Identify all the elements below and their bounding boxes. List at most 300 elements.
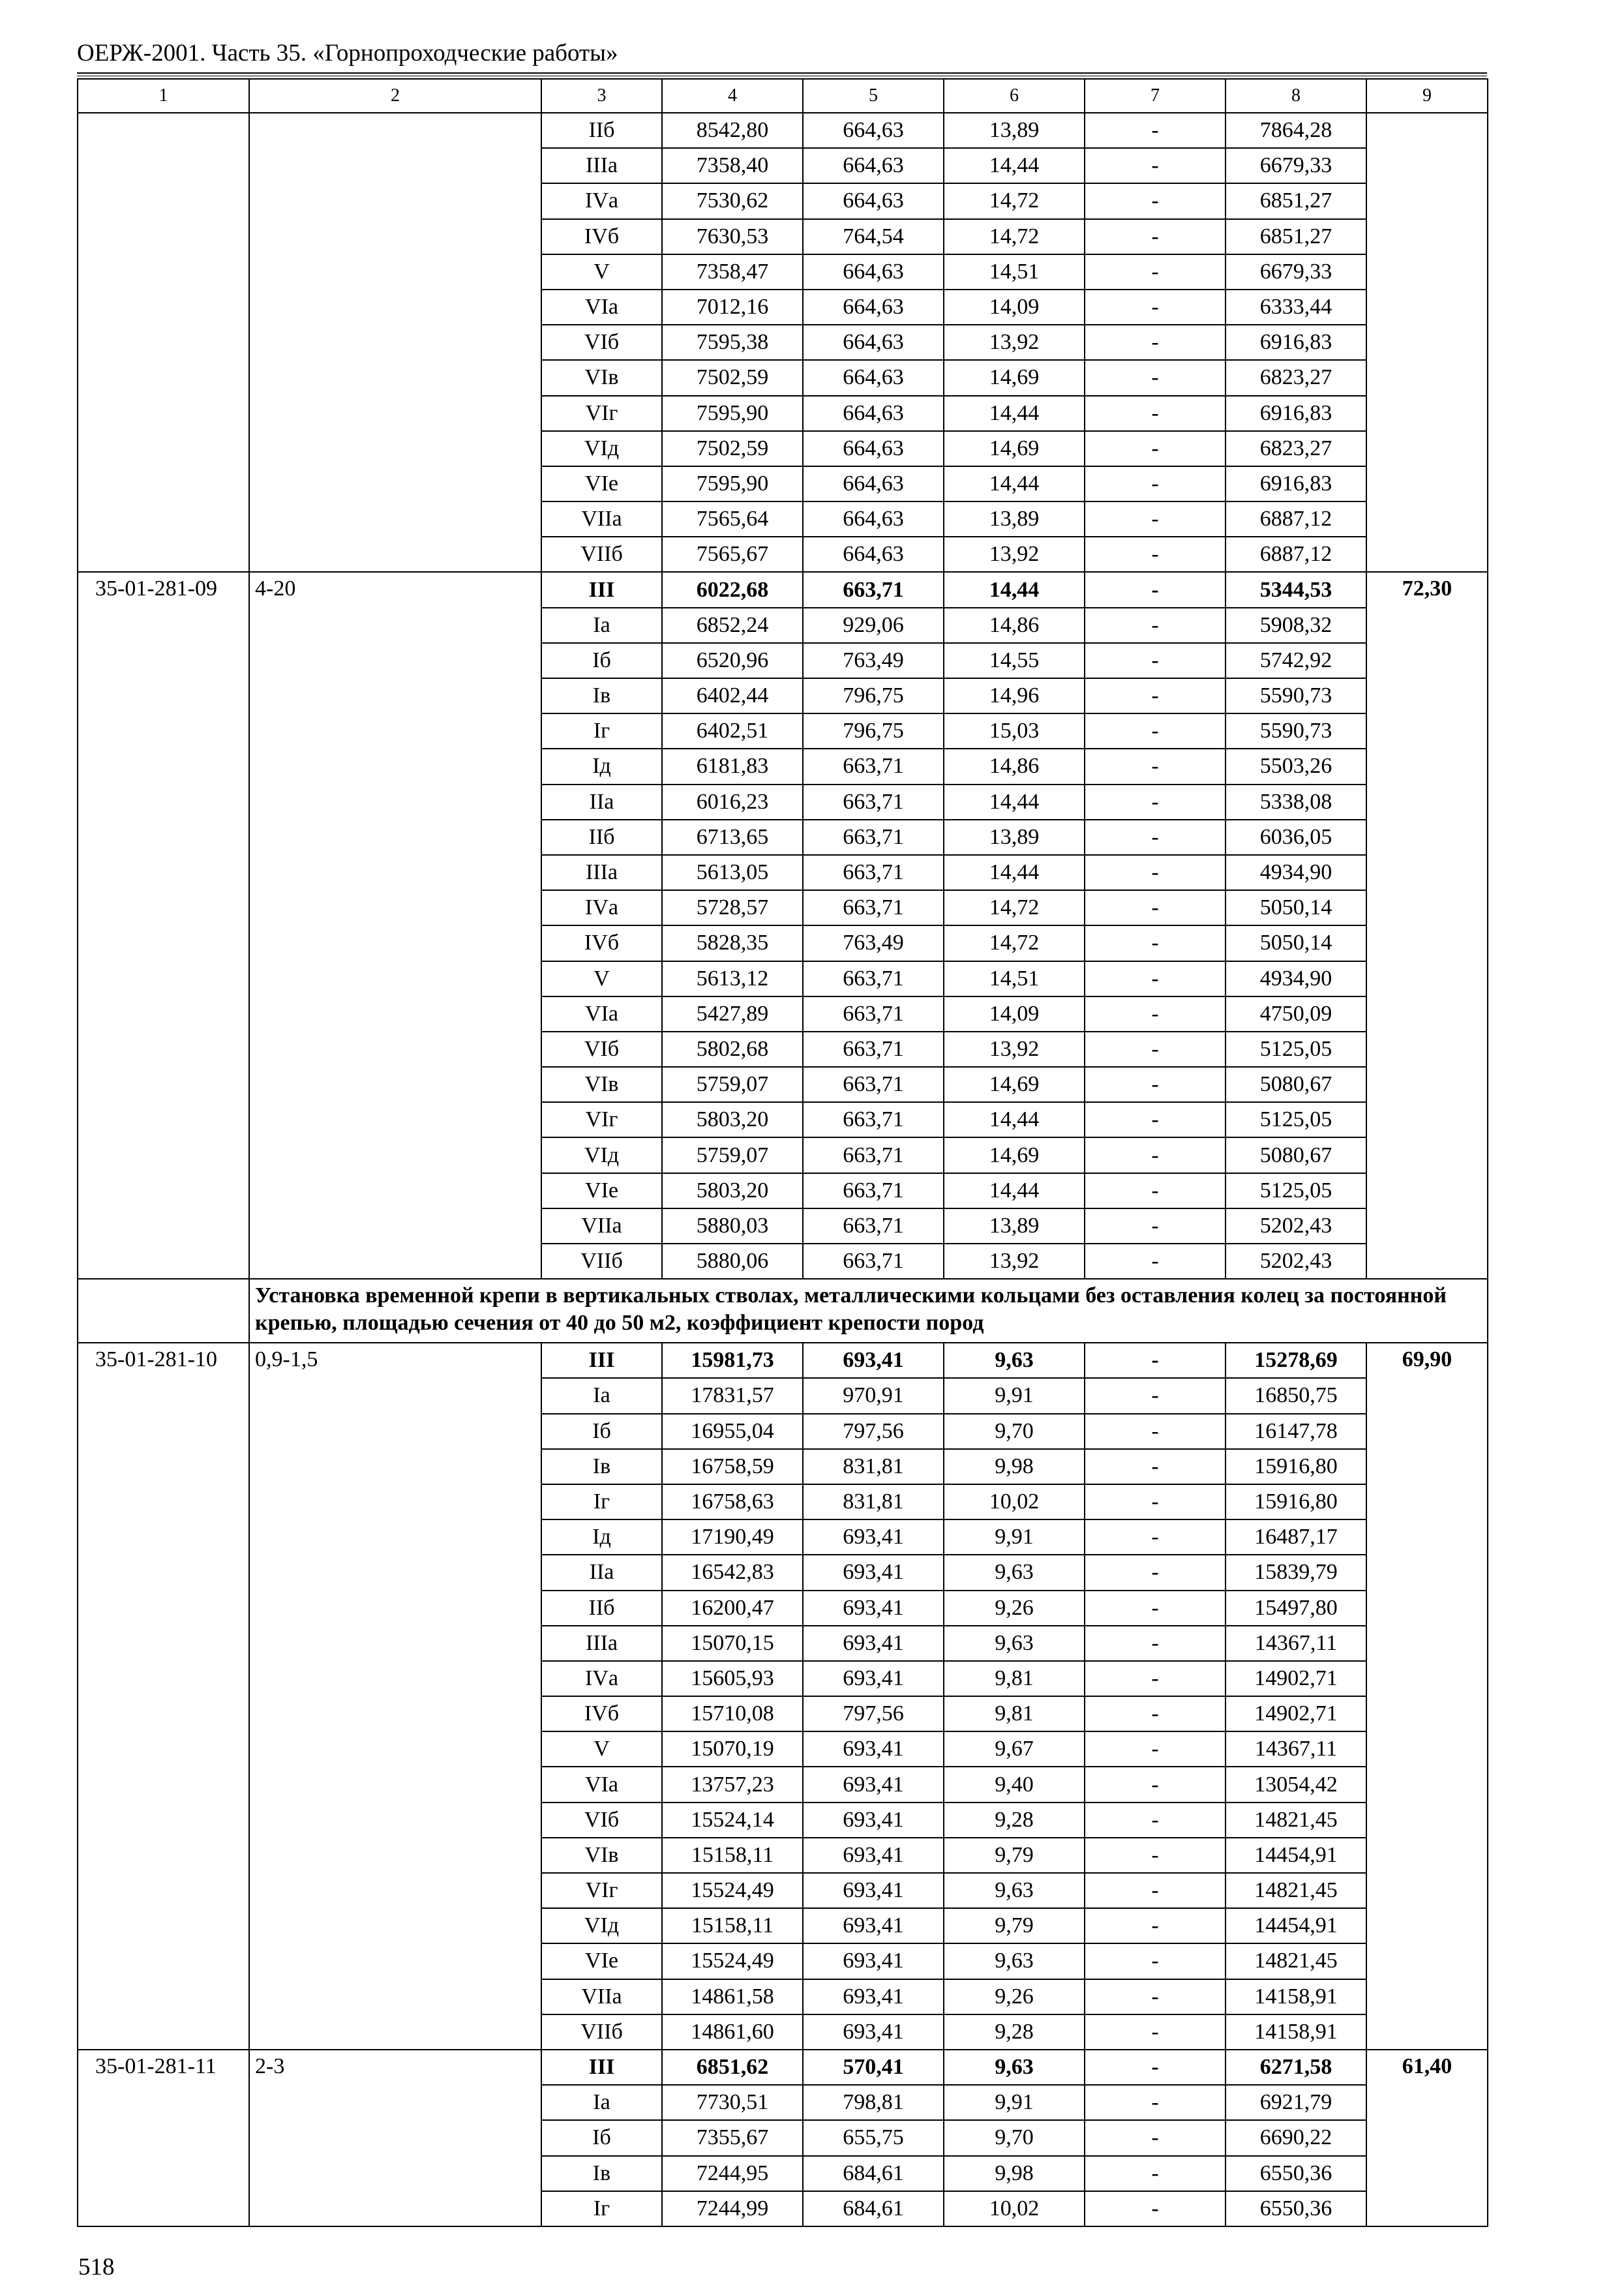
- driver-wages-cell: -: [1085, 572, 1226, 607]
- territorial-region-cell: III: [541, 2050, 662, 2085]
- direct-costs-cell: 7502,59: [662, 431, 803, 466]
- wages-cell: 684,61: [803, 2156, 944, 2191]
- rate-code-cell: 35-01-281-09: [78, 572, 249, 1279]
- territorial-region-cell: VIб: [541, 1032, 662, 1067]
- machine-operation-cell: 13,92: [944, 325, 1085, 360]
- machine-operation-cell: 9,91: [944, 1378, 1085, 1413]
- direct-costs-cell: 15605,93: [662, 1661, 803, 1696]
- territorial-region-cell: IIIа: [541, 1626, 662, 1661]
- driver-wages-cell: -: [1085, 1555, 1226, 1590]
- territorial-region-cell: Iб: [541, 643, 662, 678]
- machine-operation-cell: 14,72: [944, 925, 1085, 961]
- machine-operation-cell: 14,51: [944, 254, 1085, 290]
- materials-cell: 5338,08: [1226, 785, 1366, 820]
- driver-wages-cell: -: [1085, 785, 1226, 820]
- wages-cell: 664,63: [803, 113, 944, 148]
- wages-cell: 663,71: [803, 1173, 944, 1208]
- materials-cell: 6916,83: [1226, 396, 1366, 431]
- driver-wages-cell: -: [1085, 1067, 1226, 1102]
- direct-costs-cell: 5828,35: [662, 925, 803, 961]
- wages-cell: 693,41: [803, 1731, 944, 1767]
- direct-costs-cell: 7595,38: [662, 325, 803, 360]
- machine-operation-cell: 13,89: [944, 1208, 1085, 1244]
- territorial-region-cell: V: [541, 961, 662, 996]
- machine-operation-cell: 14,69: [944, 1137, 1085, 1173]
- wages-cell: 798,81: [803, 2085, 944, 2120]
- territorial-region-cell: IVа: [541, 890, 662, 925]
- direct-costs-cell: 6181,83: [662, 749, 803, 784]
- section-heading-row: [78, 1279, 1488, 1343]
- wages-cell: 797,56: [803, 1696, 944, 1731]
- driver-wages-cell: -: [1085, 1838, 1226, 1873]
- territorial-region-cell: IVа: [541, 1661, 662, 1696]
- driver-wages-cell: -: [1085, 1519, 1226, 1555]
- direct-costs-cell: 6022,68: [662, 572, 803, 607]
- direct-costs-cell: 5613,05: [662, 855, 803, 890]
- territorial-region-cell: VIIа: [541, 1208, 662, 1244]
- direct-costs-cell: 5759,07: [662, 1137, 803, 1173]
- machine-operation-cell: 9,79: [944, 1908, 1085, 1943]
- materials-cell: 5080,67: [1226, 1137, 1366, 1173]
- direct-costs-cell: 14861,60: [662, 2014, 803, 2050]
- materials-cell: 5080,67: [1226, 1067, 1366, 1102]
- driver-wages-cell: -: [1085, 2050, 1226, 2085]
- wages-cell: 929,06: [803, 608, 944, 643]
- column-number-cell: 8: [1226, 79, 1366, 113]
- direct-costs-cell: 6016,23: [662, 785, 803, 820]
- direct-costs-cell: 16200,47: [662, 1591, 803, 1626]
- direct-costs-cell: 15524,49: [662, 1943, 803, 1979]
- machine-operation-cell: 9,67: [944, 1731, 1085, 1767]
- machine-operation-cell: 14,86: [944, 749, 1085, 784]
- territorial-region-cell: VIIб: [541, 537, 662, 572]
- machine-operation-cell: 13,92: [944, 1244, 1085, 1279]
- materials-cell: 14158,91: [1226, 1979, 1366, 2014]
- territorial-region-cell: Iб: [541, 1414, 662, 1449]
- driver-wages-cell: -: [1085, 1414, 1226, 1449]
- direct-costs-cell: 14861,58: [662, 1979, 803, 2014]
- direct-costs-cell: 6520,96: [662, 643, 803, 678]
- wages-cell: 693,41: [803, 1555, 944, 1590]
- direct-costs-cell: 15981,73: [662, 1343, 803, 1378]
- wages-cell: 663,71: [803, 1102, 944, 1137]
- machine-operation-cell: 9,91: [944, 1519, 1085, 1555]
- materials-cell: 6887,12: [1226, 537, 1366, 572]
- machine-operation-cell: 14,44: [944, 572, 1085, 607]
- wages-cell: 693,41: [803, 1626, 944, 1661]
- machine-operation-cell: 14,09: [944, 996, 1085, 1032]
- driver-wages-cell: -: [1085, 1696, 1226, 1731]
- territorial-region-cell: VIв: [541, 1838, 662, 1873]
- driver-wages-cell: -: [1085, 1208, 1226, 1244]
- machine-operation-cell: 9,28: [944, 2014, 1085, 2050]
- materials-cell: 5125,05: [1226, 1032, 1366, 1067]
- direct-costs-cell: 7355,67: [662, 2120, 803, 2155]
- territorial-region-cell: VIа: [541, 1767, 662, 1802]
- wages-cell: 664,63: [803, 431, 944, 466]
- driver-wages-cell: -: [1085, 113, 1226, 148]
- machine-operation-cell: 9,70: [944, 1414, 1085, 1449]
- direct-costs-cell: 7358,47: [662, 254, 803, 290]
- direct-costs-cell: 8542,80: [662, 113, 803, 148]
- driver-wages-cell: -: [1085, 608, 1226, 643]
- materials-cell: 7864,28: [1226, 113, 1366, 148]
- driver-wages-cell: -: [1085, 1908, 1226, 1943]
- driver-wages-cell: -: [1085, 643, 1226, 678]
- materials-cell: 6271,58: [1226, 2050, 1366, 2085]
- territorial-region-cell: VIв: [541, 1067, 662, 1102]
- machine-operation-cell: 9,91: [944, 2085, 1085, 2120]
- territorial-region-cell: Iв: [541, 678, 662, 713]
- rock-strength-cell: 4-20: [249, 572, 541, 1279]
- materials-cell: 6823,27: [1226, 431, 1366, 466]
- territorial-region-cell: VIа: [541, 290, 662, 325]
- wages-cell: 663,71: [803, 996, 944, 1032]
- materials-cell: 5125,05: [1226, 1102, 1366, 1137]
- column-number-cell: 1: [78, 79, 249, 113]
- direct-costs-cell: 5880,03: [662, 1208, 803, 1244]
- driver-wages-cell: -: [1085, 360, 1226, 395]
- driver-wages-cell: -: [1085, 325, 1226, 360]
- direct-costs-cell: 5880,06: [662, 1244, 803, 1279]
- territorial-region-cell: IIб: [541, 113, 662, 148]
- materials-cell: 6690,22: [1226, 2120, 1366, 2155]
- wages-cell: 663,71: [803, 1208, 944, 1244]
- column-number-cell: 4: [662, 79, 803, 113]
- materials-cell: 15839,79: [1226, 1555, 1366, 1590]
- direct-costs-cell: 7730,51: [662, 2085, 803, 2120]
- materials-cell: 15916,80: [1226, 1484, 1366, 1519]
- wages-cell: 663,71: [803, 572, 944, 607]
- driver-wages-cell: -: [1085, 254, 1226, 290]
- wages-cell: 763,49: [803, 925, 944, 961]
- wages-cell: 693,41: [803, 1519, 944, 1555]
- machine-operation-cell: 9,28: [944, 1803, 1085, 1838]
- direct-costs-cell: 5728,57: [662, 890, 803, 925]
- materials-cell: 5908,32: [1226, 608, 1366, 643]
- driver-wages-cell: -: [1085, 1803, 1226, 1838]
- driver-wages-cell: -: [1085, 290, 1226, 325]
- materials-cell: 16850,75: [1226, 1378, 1366, 1413]
- machine-operation-cell: 14,51: [944, 961, 1085, 996]
- driver-wages-cell: -: [1085, 996, 1226, 1032]
- territorial-region-cell: VIIб: [541, 1244, 662, 1279]
- rock-strength-cell: 0,9-1,5: [249, 1343, 541, 2050]
- machine-operation-cell: 9,63: [944, 1873, 1085, 1908]
- driver-wages-cell: -: [1085, 537, 1226, 572]
- territorial-region-cell: Iа: [541, 608, 662, 643]
- territorial-region-cell: VIе: [541, 466, 662, 501]
- driver-wages-cell: -: [1085, 1173, 1226, 1208]
- wages-cell: 664,63: [803, 325, 944, 360]
- materials-cell: 6887,12: [1226, 501, 1366, 537]
- territorial-region-cell: IVа: [541, 183, 662, 218]
- wages-cell: 663,71: [803, 1032, 944, 1067]
- column-number-row: [78, 79, 1488, 113]
- direct-costs-cell: 15158,11: [662, 1908, 803, 1943]
- driver-wages-cell: -: [1085, 431, 1226, 466]
- driver-wages-cell: -: [1085, 820, 1226, 855]
- wages-cell: 831,81: [803, 1449, 944, 1484]
- direct-costs-cell: 16955,04: [662, 1414, 803, 1449]
- machine-operation-cell: 14,09: [944, 290, 1085, 325]
- direct-costs-cell: 13757,23: [662, 1767, 803, 1802]
- wages-cell: 693,41: [803, 1767, 944, 1802]
- driver-wages-cell: -: [1085, 1484, 1226, 1519]
- direct-costs-cell: 15524,14: [662, 1803, 803, 1838]
- materials-cell: 6679,33: [1226, 148, 1366, 183]
- wages-cell: 796,75: [803, 713, 944, 749]
- driver-wages-cell: -: [1085, 890, 1226, 925]
- territorial-region-cell: VIе: [541, 1943, 662, 1979]
- driver-wages-cell: -: [1085, 2191, 1226, 2226]
- territorial-region-cell: Iг: [541, 2191, 662, 2226]
- table-row: [78, 2050, 1488, 2085]
- wages-cell: 693,41: [803, 1343, 944, 1378]
- machine-operation-cell: 9,63: [944, 1343, 1085, 1378]
- materials-cell: 13054,42: [1226, 1767, 1366, 1802]
- driver-wages-cell: -: [1085, 501, 1226, 537]
- materials-cell: 15916,80: [1226, 1449, 1366, 1484]
- materials-cell: 14367,11: [1226, 1731, 1366, 1767]
- machine-operation-cell: 9,63: [944, 1626, 1085, 1661]
- territorial-region-cell: Iд: [541, 749, 662, 784]
- materials-cell: 6851,27: [1226, 183, 1366, 218]
- wages-cell: 664,63: [803, 537, 944, 572]
- machine-operation-cell: 14,44: [944, 855, 1085, 890]
- wages-cell: 655,75: [803, 2120, 944, 2155]
- materials-cell: 4934,90: [1226, 855, 1366, 890]
- section-blank-cell: [78, 1279, 249, 1343]
- wages-cell: 664,63: [803, 148, 944, 183]
- column-number-cell: 7: [1085, 79, 1226, 113]
- wages-cell: 693,41: [803, 1803, 944, 1838]
- machine-operation-cell: 15,03: [944, 713, 1085, 749]
- machine-operation-cell: 14,96: [944, 678, 1085, 713]
- machine-operation-cell: 14,72: [944, 183, 1085, 218]
- driver-wages-cell: -: [1085, 1626, 1226, 1661]
- machine-operation-cell: 9,26: [944, 1979, 1085, 2014]
- materials-cell: 15497,80: [1226, 1591, 1366, 1626]
- materials-cell: 6550,36: [1226, 2156, 1366, 2191]
- territorial-region-cell: Iа: [541, 2085, 662, 2120]
- direct-costs-cell: 7358,40: [662, 148, 803, 183]
- direct-costs-cell: 5759,07: [662, 1067, 803, 1102]
- direct-costs-cell: 15070,15: [662, 1626, 803, 1661]
- materials-cell: 6916,83: [1226, 325, 1366, 360]
- machine-operation-cell: 9,26: [944, 1591, 1085, 1626]
- materials-cell: 6550,36: [1226, 2191, 1366, 2226]
- wages-cell: 663,71: [803, 890, 944, 925]
- materials-cell: 6679,33: [1226, 254, 1366, 290]
- driver-wages-cell: -: [1085, 961, 1226, 996]
- materials-cell: 14821,45: [1226, 1803, 1366, 1838]
- driver-wages-cell: -: [1085, 678, 1226, 713]
- direct-costs-cell: 6852,24: [662, 608, 803, 643]
- driver-wages-cell: -: [1085, 1102, 1226, 1137]
- wages-cell: 970,91: [803, 1378, 944, 1413]
- materials-cell: 5125,05: [1226, 1173, 1366, 1208]
- territorial-region-cell: IVб: [541, 925, 662, 961]
- driver-wages-cell: -: [1085, 925, 1226, 961]
- territorial-region-cell: IIа: [541, 785, 662, 820]
- wages-cell: 693,41: [803, 2014, 944, 2050]
- machine-operation-cell: 9,98: [944, 2156, 1085, 2191]
- materials-cell: 4750,09: [1226, 996, 1366, 1032]
- driver-wages-cell: -: [1085, 1767, 1226, 1802]
- territorial-region-cell: VIд: [541, 1908, 662, 1943]
- direct-costs-cell: 7595,90: [662, 466, 803, 501]
- wages-cell: 693,41: [803, 1873, 944, 1908]
- driver-wages-cell: -: [1085, 2014, 1226, 2050]
- direct-costs-cell: 17831,57: [662, 1378, 803, 1413]
- materials-cell: 16487,17: [1226, 1519, 1366, 1555]
- driver-wages-cell: -: [1085, 148, 1226, 183]
- rock-strength-cell: [249, 113, 541, 572]
- driver-wages-cell: -: [1085, 2156, 1226, 2191]
- machine-operation-cell: 9,81: [944, 1696, 1085, 1731]
- territorial-region-cell: IIIа: [541, 148, 662, 183]
- wages-cell: 693,41: [803, 1979, 944, 2014]
- wages-cell: 663,71: [803, 1137, 944, 1173]
- territorial-region-cell: VIб: [541, 1803, 662, 1838]
- machine-operation-cell: 14,44: [944, 1102, 1085, 1137]
- materials-cell: 5202,43: [1226, 1208, 1366, 1244]
- materials-cell: 6921,79: [1226, 2085, 1366, 2120]
- materials-cell: 5742,92: [1226, 643, 1366, 678]
- territorial-region-cell: V: [541, 254, 662, 290]
- machine-operation-cell: 9,63: [944, 2050, 1085, 2085]
- territorial-region-cell: VIг: [541, 1873, 662, 1908]
- driver-wages-cell: -: [1085, 1661, 1226, 1696]
- territorial-region-cell: Iб: [541, 2120, 662, 2155]
- direct-costs-cell: 7565,64: [662, 501, 803, 537]
- column-number-cell: 9: [1366, 79, 1488, 113]
- materials-cell: 14821,45: [1226, 1943, 1366, 1979]
- direct-costs-cell: 15710,08: [662, 1696, 803, 1731]
- driver-wages-cell: -: [1085, 749, 1226, 784]
- machine-operation-cell: 14,44: [944, 466, 1085, 501]
- wages-cell: 693,41: [803, 1943, 944, 1979]
- machine-operation-cell: 9,70: [944, 2120, 1085, 2155]
- wages-cell: 664,63: [803, 183, 944, 218]
- table-row: [78, 572, 1488, 607]
- wages-cell: 664,63: [803, 466, 944, 501]
- machine-operation-cell: 9,79: [944, 1838, 1085, 1873]
- territorial-region-cell: VIг: [541, 1102, 662, 1137]
- machine-operation-cell: 10,02: [944, 2191, 1085, 2226]
- machine-operation-cell: 9,81: [944, 1661, 1085, 1696]
- territorial-region-cell: VIIа: [541, 501, 662, 537]
- wages-cell: 684,61: [803, 2191, 944, 2226]
- machine-operation-cell: 14,69: [944, 1067, 1085, 1102]
- wages-cell: 663,71: [803, 1244, 944, 1279]
- territorial-region-cell: Iв: [541, 2156, 662, 2191]
- driver-wages-cell: -: [1085, 1591, 1226, 1626]
- materials-cell: 5503,26: [1226, 749, 1366, 784]
- rate-code-cell: 35-01-281-11: [78, 2050, 249, 2226]
- machine-operation-cell: 13,89: [944, 820, 1085, 855]
- direct-costs-cell: 16758,59: [662, 1449, 803, 1484]
- territorial-region-cell: VIб: [541, 325, 662, 360]
- territorial-region-cell: IIб: [541, 820, 662, 855]
- territorial-region-cell: IIа: [541, 1555, 662, 1590]
- machine-operation-cell: 13,89: [944, 501, 1085, 537]
- machine-operation-cell: 13,92: [944, 537, 1085, 572]
- direct-costs-cell: 5613,12: [662, 961, 803, 996]
- territorial-region-cell: VIа: [541, 996, 662, 1032]
- page-number: 518: [78, 2254, 115, 2281]
- wages-cell: 693,41: [803, 1661, 944, 1696]
- materials-cell: 6823,27: [1226, 360, 1366, 395]
- direct-costs-cell: 15524,49: [662, 1873, 803, 1908]
- territorial-region-cell: VIIб: [541, 2014, 662, 2050]
- territorial-region-cell: Iг: [541, 1484, 662, 1519]
- direct-costs-cell: 5802,68: [662, 1032, 803, 1067]
- wages-cell: 663,71: [803, 749, 944, 784]
- driver-wages-cell: -: [1085, 2085, 1226, 2120]
- machine-operation-cell: 13,89: [944, 113, 1085, 148]
- driver-wages-cell: -: [1085, 855, 1226, 890]
- materials-cell: 14902,71: [1226, 1696, 1366, 1731]
- machine-operation-cell: 9,40: [944, 1767, 1085, 1802]
- machine-operation-cell: 9,98: [944, 1449, 1085, 1484]
- rate-code-cell: [78, 113, 249, 572]
- direct-costs-cell: 7530,62: [662, 183, 803, 218]
- labor-cost-cell: [1366, 113, 1488, 572]
- wages-cell: 570,41: [803, 2050, 944, 2085]
- materials-cell: 15278,69: [1226, 1343, 1366, 1378]
- driver-wages-cell: -: [1085, 1032, 1226, 1067]
- machine-operation-cell: 9,63: [944, 1555, 1085, 1590]
- driver-wages-cell: -: [1085, 1449, 1226, 1484]
- wages-cell: 663,71: [803, 855, 944, 890]
- machine-operation-cell: 13,92: [944, 1032, 1085, 1067]
- territorial-region-cell: VIв: [541, 360, 662, 395]
- column-number-cell: 3: [541, 79, 662, 113]
- materials-cell: 5050,14: [1226, 925, 1366, 961]
- machine-operation-cell: 14,69: [944, 431, 1085, 466]
- wages-cell: 693,41: [803, 1838, 944, 1873]
- wages-cell: 664,63: [803, 501, 944, 537]
- wages-cell: 693,41: [803, 1591, 944, 1626]
- machine-operation-cell: 14,55: [944, 643, 1085, 678]
- territorial-region-cell: V: [541, 1731, 662, 1767]
- labor-cost-cell: 72,30: [1366, 572, 1488, 1279]
- territorial-region-cell: III: [541, 572, 662, 607]
- materials-cell: 14158,91: [1226, 2014, 1366, 2050]
- materials-cell: 16147,78: [1226, 1414, 1366, 1449]
- materials-cell: 14821,45: [1226, 1873, 1366, 1908]
- materials-cell: 5202,43: [1226, 1244, 1366, 1279]
- wages-cell: 831,81: [803, 1484, 944, 1519]
- driver-wages-cell: -: [1085, 713, 1226, 749]
- wages-cell: 663,71: [803, 1067, 944, 1102]
- direct-costs-cell: 17190,49: [662, 1519, 803, 1555]
- direct-costs-cell: 7595,90: [662, 396, 803, 431]
- driver-wages-cell: -: [1085, 183, 1226, 218]
- materials-cell: 14367,11: [1226, 1626, 1366, 1661]
- driver-wages-cell: -: [1085, 396, 1226, 431]
- wages-cell: 763,49: [803, 643, 944, 678]
- materials-cell: 6333,44: [1226, 290, 1366, 325]
- machine-operation-cell: 14,86: [944, 608, 1085, 643]
- materials-cell: 14454,91: [1226, 1838, 1366, 1873]
- wages-cell: 664,63: [803, 396, 944, 431]
- wages-cell: 664,63: [803, 290, 944, 325]
- direct-costs-cell: 7012,16: [662, 290, 803, 325]
- driver-wages-cell: -: [1085, 1873, 1226, 1908]
